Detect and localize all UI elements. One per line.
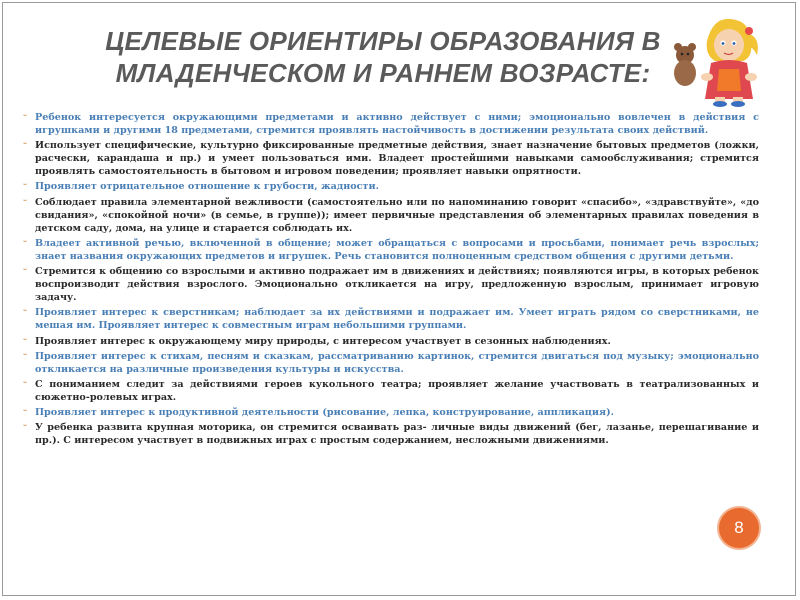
bullet-icon: ᵕ <box>23 196 28 207</box>
target-guidelines-list <box>23 111 759 449</box>
list-item-text: С пониманием следит за действиями героев кукольного театра; проявляет желание участвовать в театрализованных и сюжетно-ролевых играх. <box>35 378 759 403</box>
bullet-icon: ᵕ <box>23 350 28 361</box>
list-item-text: Проявляет отрицательное отношение к грубости, жадности. <box>35 181 379 193</box>
bullet-icon: ᵕ <box>23 406 28 417</box>
bullet-icon: ᵕ <box>23 422 28 433</box>
list-item-text: Соблюдает правила элементарной вежливости (самостоятельно или по напоминанию говорит «спасибо», «здравствуйте», «до свидания», «спокойной ночи» (в семье, в группе)); имеет первичные представления об элементарных правилах поведения в детском саду, дома, на улице и старается соблюдать их. <box>35 196 759 234</box>
list-item <box>23 378 759 404</box>
list-item-text: Ребенок интересуется окружающими предметами и активно действует с ними; эмоционально вовлечен в действия с игрушками и другими 18 предметами, стремится проявлять настойчивость в достижении результата своих действий. <box>35 112 759 137</box>
list-item-text: Проявляет интерес к окружающему миру природы, с интересом участвует в сезонных наблюдениях. <box>35 335 611 347</box>
list-item <box>23 139 759 178</box>
slide-frame <box>2 2 796 596</box>
bullet-icon: ᵕ <box>23 112 28 122</box>
bullet-icon: ᵕ <box>23 266 28 277</box>
list-item <box>23 406 759 419</box>
bullet-icon: ᵕ <box>23 335 28 346</box>
list-item <box>23 350 759 376</box>
list-item <box>23 265 759 304</box>
list-item <box>23 421 759 447</box>
list-item-text: Владеет активной речью, включенной в общение; может обращаться с вопросами и просьбами, понимает речь взрослых; знает названия окружающих предметов и игрушек. Речь становится полноценным средством общения с другими детьми. <box>35 237 759 262</box>
list-item-text: Проявляет интерес к сверстникам; наблюдает за их действиями и подражает им. Умеет играть рядом со сверстниками, не мешая им. Проявляет интерес к совместным играм небольшими группами. <box>35 307 759 332</box>
list-item <box>23 196 759 235</box>
list-item-text: Использует специфические, культурно фиксированные предметные действия, знает назначение бытовых предметов (ложки, расчески, карандаша и пр.) и умеет пользоваться ими. Владеет простейшими навыками самообслуживания; стремится проявлять самостоятельность в бытовом и игровом поведении; проявляет навыки опрятности. <box>35 140 759 178</box>
list-item <box>23 335 759 348</box>
list-item-text: У ребенка развита крупная моторика, он стремится осваивать раз- личные виды движений (бег, лазанье, перешагивание и пр.). С интересом участвует в подвижных играх с простым содержанием, несложными движениями. <box>35 422 759 447</box>
list-item <box>23 237 759 263</box>
bullet-icon: ᵕ <box>23 181 28 192</box>
page-number-badge: 8 <box>719 508 759 548</box>
list-item-text: Проявляет интерес к стихам, песням и сказкам, рассматриванию картинок, стремится двигаться под музыку; эмоционально откликается на различные произведения культуры и искусства. <box>35 350 759 375</box>
list-item <box>23 306 759 332</box>
list-item-text: Проявляет интерес к продуктивной деятельности (рисование, лепка, конструирование, аппликация). <box>35 406 614 418</box>
slide-title: ЦЕЛЕВЫЕ ОРИЕНТИРЫ ОБРАЗОВАНИЯ В МЛАДЕНЧЕСКОМ И РАННЕМ ВОЗРАСТЕ: <box>105 26 661 88</box>
girl-with-teddy-bear-icon <box>667 11 765 107</box>
bullet-icon: ᵕ <box>23 378 28 389</box>
list-item <box>23 111 759 137</box>
list-item-text: Стремится к общению со взрослыми и активно подражает им в движениях и действиях; появляются игры, в которых ребенок воспроизводит действия взрослого. Эмоционально откликается на игру, предложенную взрослым, принимает игровую задачу. <box>35 266 759 304</box>
list-item <box>23 180 759 193</box>
bullet-icon: ᵕ <box>23 237 28 248</box>
bullet-icon: ᵕ <box>23 307 28 318</box>
bullet-icon: ᵕ <box>23 140 28 151</box>
